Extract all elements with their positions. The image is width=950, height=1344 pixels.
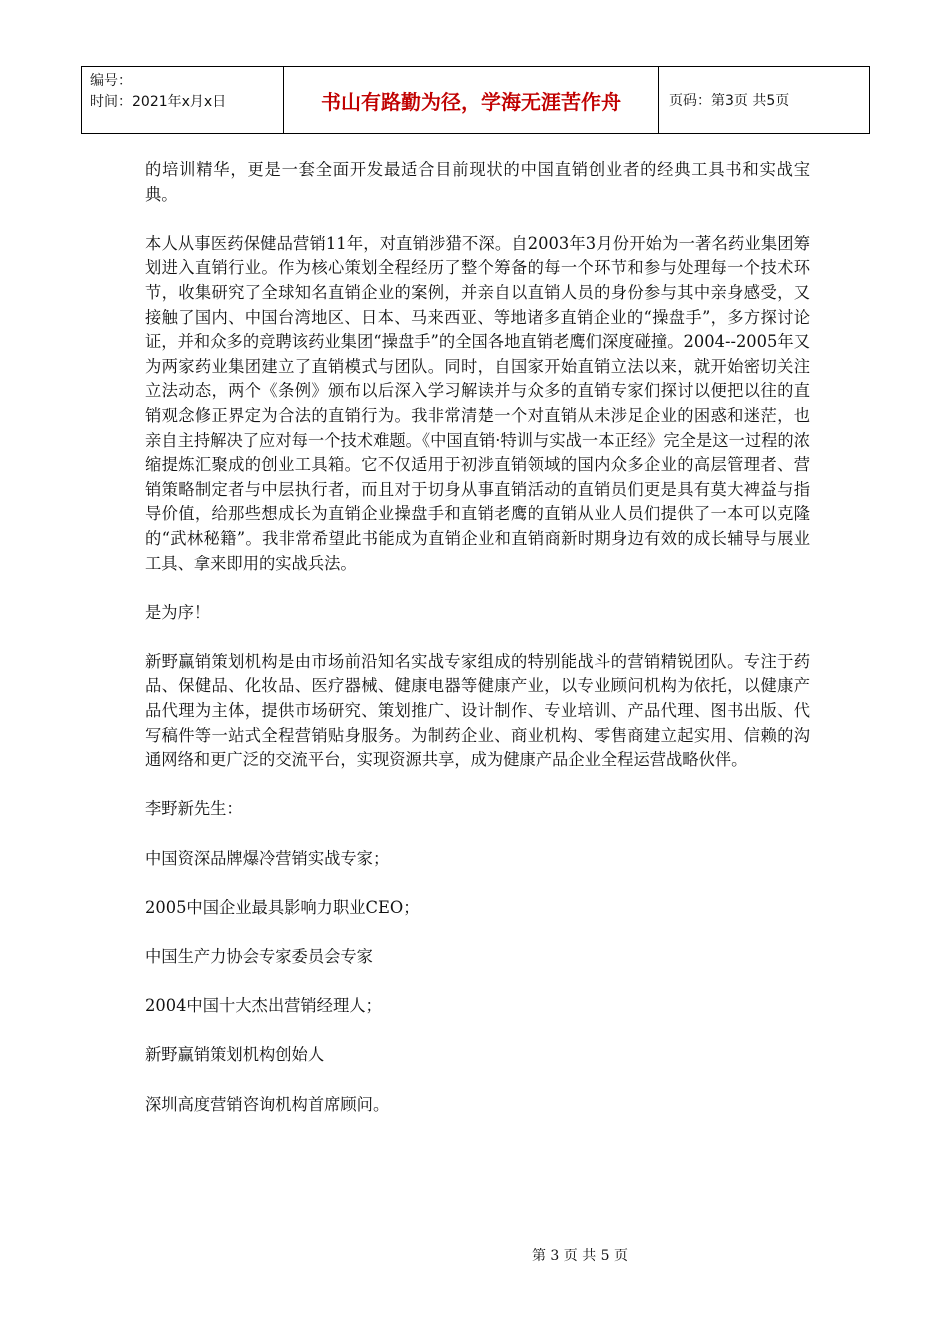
page-header	[81, 66, 870, 134]
bio-name: 李野新先生：	[145, 799, 243, 819]
document-number-label: 编号：	[90, 73, 132, 89]
page-footer: 第 3 页 共 5 页	[531, 1248, 629, 1264]
paragraph-closing: 是为序！	[145, 602, 211, 622]
bio-item: 中国资深品牌爆冷营销实战专家；	[145, 848, 390, 868]
bio-item: 新野赢销策划机构创始人	[145, 1045, 325, 1065]
bio-item: 中国生产力协会专家委员会专家	[145, 947, 373, 966]
paragraph-author-experience: 本人从事医药保健品营销11年，对直销涉猎不深。自2003年3月份开始为一著名药业集团筹划进入直销行业。作为核心策划全程经历了整个筹备的每一个环节和参与处理每一个技术环节，收集研究了全球知名直销企业的案例，并亲自以直销人员的身份参与其中亲身感受，又接触了国内、中国台湾地区、日本、马来西亚、等地诸多直销企业的“操盘手”，多方探讨论证，并和众多的竞聘该药业集团“操盘手”的全国各地直销老鹰们深度碰撞。2004--2005年又为两家药业集团建立了直销模式与团队。同时，自国家开始直销立法以来，就开始密切关注立法动态，两个《条例》颁布以后深入学习解读并与众多的直销专家们探讨以便把以往的直销观念修正界定为合法的直销行为。我非常清楚一个对直销从未涉足企业的困惑和迷茫，也亲自主持解决了应对每一个技术难题。《中国直销·特训与实战一本正经》完全是这一过程的浓缩提炼汇聚成的创业工具箱。它不仅适用于初涉直销领域的国内众多企业的高层管理者、营销策略制定者与中层执行者，而且对于切身从事直销活动的直销员们更是具有莫大裨益与指导价值，给那些想成长为直销企业操盘手和直销老鹰的直销从业人员们提供了一本可以克隆的“武林秘籍”。我非常希望此书能成为直销企业和直销商新时期身边有效的成长辅导与展业工具、拿来即用的实战兵法。	[145, 233, 810, 573]
bio-item: 2005中国企业最具影响力职业CEO；	[145, 897, 420, 917]
paragraph-agency-intro: 新野赢销策划机构是由市场前沿知名实战专家组成的特别能战斗的营销精锐团队。专注于药品、保健品、化妆品、医疗器械、健康电器等健康产业，以专业顾问机构为依托，以健康产品代理为主体，提供市场研究、策划推广、设计制作、专业培训、产品代理、图书出版、代写稿件等一站式全程营销贴身服务。为制药企业、商业机构、零售商建立起实用、信赖的沟通网络和更广泛的交流平台，实现资源共享，成为健康产品企业全程运营战略伙伴。	[145, 651, 810, 770]
document-body	[145, 158, 810, 1117]
header-page-code: 页码：第3页 共5页	[669, 93, 790, 109]
header-motto: 书山有路勤为径，学海无涯苦作舟	[284, 67, 659, 133]
header-info-cell	[82, 67, 284, 133]
bio-item: 深圳高度营销咨询机构首席顾问。	[145, 1094, 390, 1114]
paragraph-intro-continuation: 的培训精华，更是一套全面开发最适合目前现状的中国直销创业者的经典工具书和实战宝典。	[145, 160, 810, 204]
document-time-label: 时间：2021年x月x日	[90, 94, 227, 110]
bio-item: 2004中国十大杰出营销经理人；	[145, 996, 382, 1016]
